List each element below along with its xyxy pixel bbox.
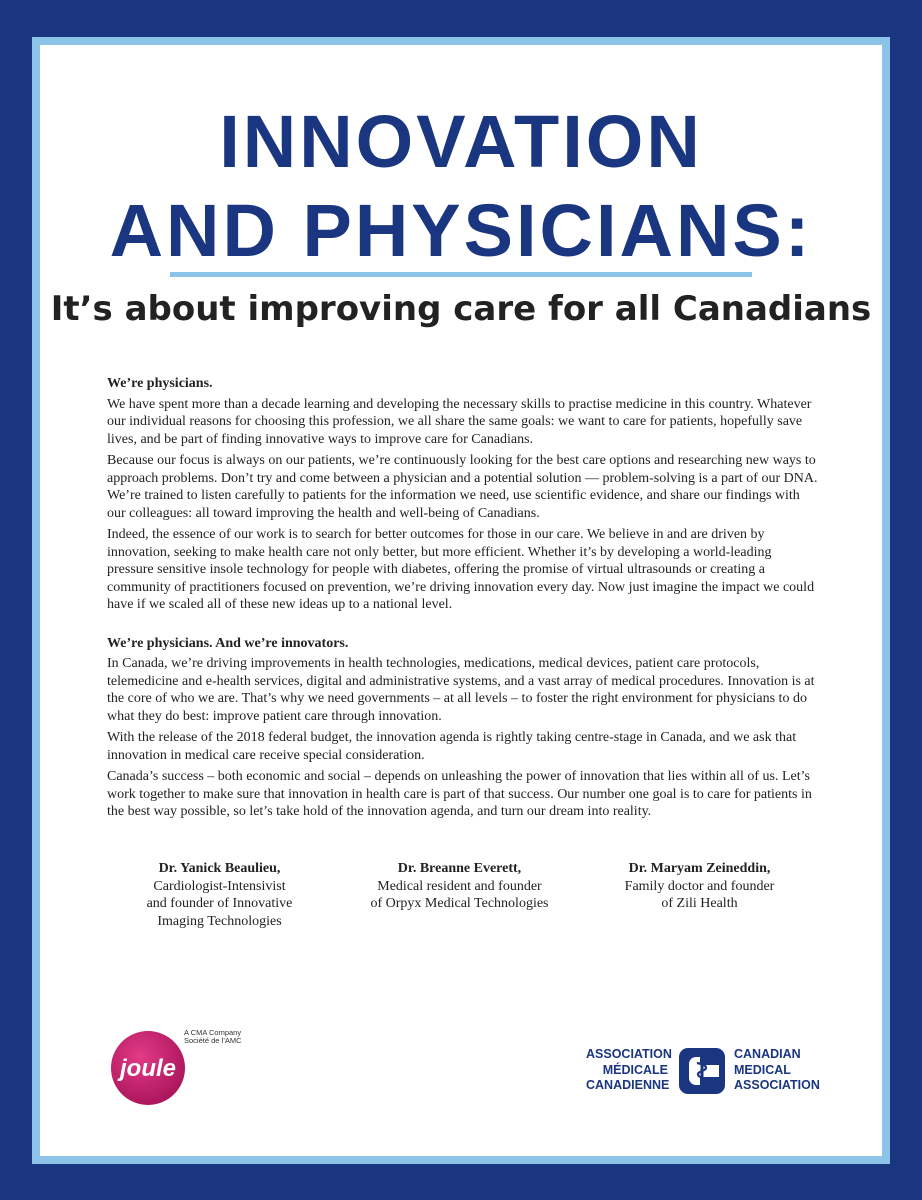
signature-role-line: and founder of Innovative — [146, 896, 293, 911]
cma-english-name — [734, 1047, 834, 1094]
signature-role-line: Imaging Technologies — [157, 913, 282, 929]
signature-beaulieu — [112, 860, 327, 930]
section1-heading: We’re physicians. — [107, 376, 213, 391]
signature-name: Dr. Breanne Everett, — [397, 861, 522, 876]
section2-paragraph: With the release of the 2018 federal budget, the innovation agenda is rightly taking centre-stage in Canada, and we ask that innovation in medical care receive special consideration. — [107, 730, 797, 763]
page-title-line1: INNOVATION — [219, 100, 703, 183]
section2-heading: We’re physicians. And we’re innovators. — [107, 635, 349, 651]
section-spacer — [107, 618, 819, 635]
page-title-line2: AND PHYSICIANS: — [109, 189, 813, 272]
section1-paragraph: Indeed, the essence of our work is to search for better outcomes for those in our care. We believe in and are driven by innovation, seeking to make health care not only better, but more efficient. Whether it’s by developing a world-leading pressure sensitive insole technology for people with diabetes, offering the promise of virtual ultrasounds or creating a community of practitioners focused on prevention, we’re driving innovation every day. Now just imagine the impact we could have if we scaled all of these new ideas up to a national level. — [107, 527, 815, 612]
cma-fr-line: ASSOCIATION — [586, 1047, 672, 1061]
signature-role-line: of Zili Health — [661, 896, 738, 911]
signature-everett — [352, 860, 567, 913]
cma-french-name — [586, 1047, 672, 1094]
joule-logo — [110, 1030, 190, 1110]
title-divider — [170, 272, 752, 277]
article-body — [107, 375, 819, 825]
signature-role-line: of Orpyx Medical Technologies — [370, 896, 549, 911]
signature-name: Dr. Yanick Beaulieu, — [158, 861, 281, 876]
signatures — [107, 860, 819, 950]
cma-logo — [586, 1045, 826, 1097]
cma-en-line: MEDICAL — [734, 1062, 791, 1077]
cma-fr-line: MÉDICALE — [602, 1062, 668, 1077]
page-subtitle: It’s about improving care for all Canadians — [50, 289, 872, 329]
cma-en-line: ASSOCIATION — [734, 1078, 820, 1092]
signature-role-line: Cardiologist-Intensivist — [153, 878, 286, 894]
section2-paragraph: In Canada, we’re driving improvements in health technologies, medications, medical devices, patient care protocols, telemedicine and e-health services, digital and administrative systems, and a vast array of medical procedures. Innovation is at the core of who we are. That’s why we need governments – at all levels – to foster the right environment for physicians to do what they do best: improve patient care through innovation. — [107, 656, 815, 724]
signature-role-line: Medical resident and founder — [377, 878, 542, 894]
section1-paragraph: Because our focus is always on our patients, we’re continuously looking for the best care options and researching new ways to approach problems. Don’t try and come between a physician and a potential solution — problem-solving is a part of our DNA. We’re trained to listen carefully to patients for the information we need, use scientific evidence, and share our findings with our colleagues: all toward improving the health and well-being of Canadians. — [107, 453, 818, 521]
section2-paragraph: Canada’s success – both economic and social – depends on unleashing the power of innovation that lies within all of us. Let’s work together to make sure that innovation in health care is part of that success. Our number one goal is to care for patients in the best way possible, so let’s take hold of the innovation agenda, and turn our dream into reality. — [107, 769, 812, 819]
signature-name: Dr. Maryam Zeineddin, — [628, 861, 771, 876]
cma-en-line: CANADIAN — [734, 1047, 801, 1061]
signature-role-line: Family doctor and founder — [624, 878, 775, 894]
caduceus-icon — [676, 1045, 728, 1097]
cma-fr-line: CANADIENNE — [586, 1078, 670, 1092]
joule-tagline — [184, 1029, 242, 1045]
signature-zeineddin — [592, 860, 807, 913]
joule-tag-line: A CMA Company — [184, 1028, 242, 1037]
joule-tag-line: Société de l’AMC — [184, 1036, 242, 1045]
section1-paragraph: We have spent more than a decade learning and developing the necessary skills to practise medicine in this country. Whatever our individual reasons for choosing this profession, we all share the same goals: we want to care for patients, hopefully save lives, and be part of finding innovative ways to improve care for Canadians. — [107, 396, 812, 447]
joule-logo-text: joule — [119, 1055, 177, 1082]
